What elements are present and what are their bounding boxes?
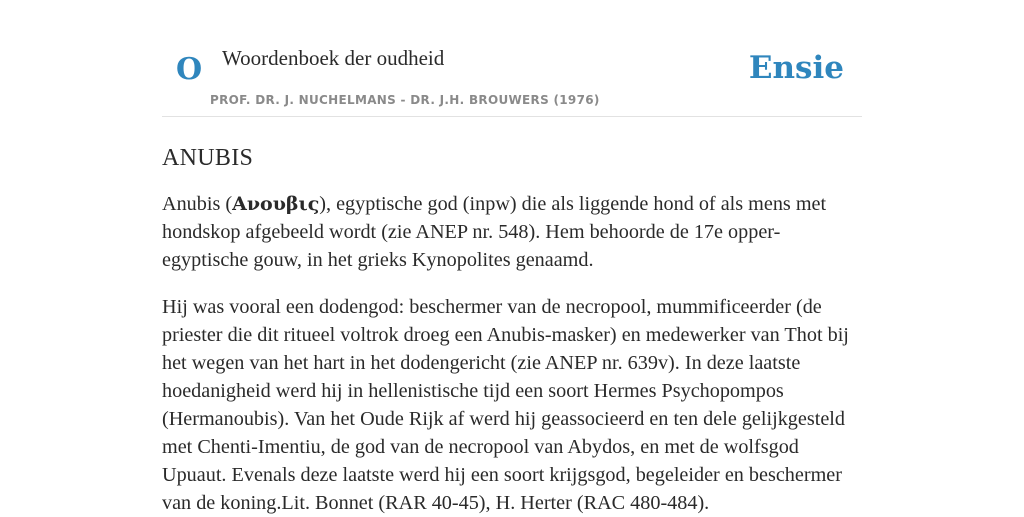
book-authors: PROF. DR. J. NUCHELMANS - DR. J.H. BROUWERS (1976) (210, 93, 600, 107)
greek-term: Ανουβις (232, 193, 320, 215)
section-letter[interactable]: O (176, 52, 203, 87)
book-title[interactable]: Woordenboek der oudheid (222, 46, 445, 70)
paragraph-text: Anubis ( (162, 193, 233, 215)
paragraph-text: ), egyptische god (inpw) die als liggende hond of als mens met hondskop afgebeeld wordt (zie ANEP nr. 548). Hem behoorde de 17e opper-egyptische gouw, in het grieks Kynopolites genaamd. (162, 193, 827, 271)
entry-paragraph-1 (162, 190, 862, 274)
ensie-logo[interactable]: Ensie (748, 50, 844, 86)
entry-paragraph-2: Hij was vooral een dodengod: beschermer van de necropool, mummificeerder (de priester die dit ritueel voltrok droeg een Anubis-masker) en medewerker van Thot bij het wegen van het hart in het dodengericht (zie ANEP nr. 639v). In deze laatste hoedanigheid werd hij in hellenistische tijd een soort Hermes Psychopompos (Hermanoubis). Van het Oude Rijk af werd hij geassocieerd en ten dele gelijkgesteld met Chenti-Imentiu, de god van de necropool van Abydos, en met de wolfsgod Upuaut. Evenals deze laatste werd hij een soort krijgsgod, begeleider en beschermer van de koning.Lit. Bonnet (RAR 40-45), H. Herter (RAC 480-484). (162, 296, 849, 514)
header (162, 0, 862, 117)
page (162, 0, 862, 517)
entry-title: ANUBIS (162, 145, 254, 171)
